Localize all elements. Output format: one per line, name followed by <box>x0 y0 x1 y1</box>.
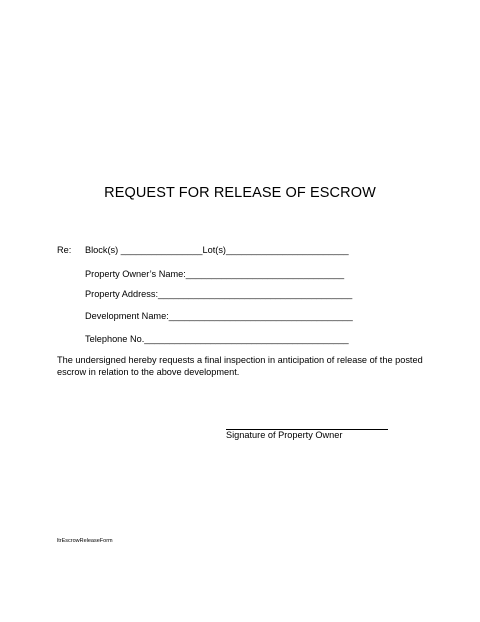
property-address-field: Property Address:______________________________________ <box>85 289 353 299</box>
request-paragraph: The undersigned hereby requests a final inspection in anticipation of release of the posted escrow in relation to the above development. <box>57 355 423 377</box>
telephone-field: Telephone No.________________________________________ <box>85 334 349 344</box>
re-label: Re: <box>57 245 72 255</box>
development-name-field: Development Name:____________________________________ <box>85 311 353 321</box>
property-owner-name-field: Property Owner’s Name:_______________________________ <box>85 269 345 279</box>
document-title: REQUEST FOR RELEASE OF ESCROW <box>104 185 376 201</box>
block-lot-field: Block(s) ________________Lot(s)________________________ <box>85 245 349 255</box>
footer-form-code: ltrEscrowReleaseForm <box>57 538 113 544</box>
signature-label: Signature of Property Owner <box>226 430 343 440</box>
